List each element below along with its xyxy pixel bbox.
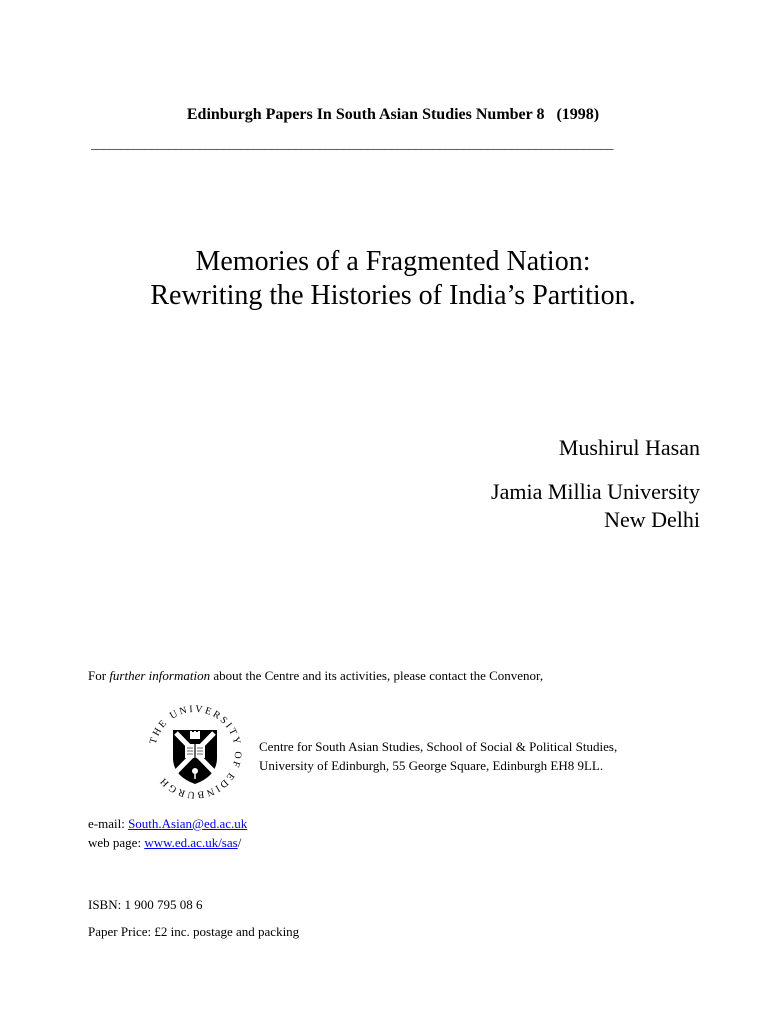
author-city: New Delhi [604,507,700,532]
series-title: Edinburgh Papers In South Asian Studies Number 8 (1998) [186,106,600,123]
email-link[interactable]: South.Asian@ed.ac.uk [128,816,248,831]
contact-links [88,814,247,852]
isbn: ISBN: 1 900 795 08 6 [88,897,203,912]
address-line-2: University of Edinburgh, 55 George Square, Edinburgh EH8 9LL. [259,758,604,773]
web-suffix: / [237,835,242,850]
university-crest-icon [145,702,245,802]
email-label: e-mail: [88,816,129,831]
author-institution: Jamia Millia University [491,479,700,504]
crest-ring-text: THE UNIVERSITY OF EDINBURGH [147,703,244,801]
contact-intro-suffix: about the Centre and its activities, please contact the Convenor, [210,668,544,683]
web-row [88,833,247,852]
web-label: web page: [88,835,145,850]
paper-price: Paper Price: £2 inc. postage and packing [88,924,300,939]
paper-title [0,245,768,313]
university-crest-logo [145,702,245,802]
paper-title-line-2: Rewriting the Histories of India’s Partition. [150,280,636,311]
address-line-1: Centre for South Asian Studies, School of Social & Political Studies, [259,739,618,754]
contact-intro-emphasis: further information [109,668,211,683]
contact-intro-prefix: For [88,668,110,683]
web-link[interactable]: www.ed.ac.uk/sas [144,835,238,850]
paper-title-line-1: Memories of a Fragmented Nation: [195,246,591,277]
author-name: Mushirul Hasan [558,435,700,460]
contact-intro [88,668,543,684]
centre-address [259,737,617,775]
divider-rule: _______________________________________________________________________________________ [91,136,613,151]
email-row [88,814,247,833]
author-block [491,434,700,534]
